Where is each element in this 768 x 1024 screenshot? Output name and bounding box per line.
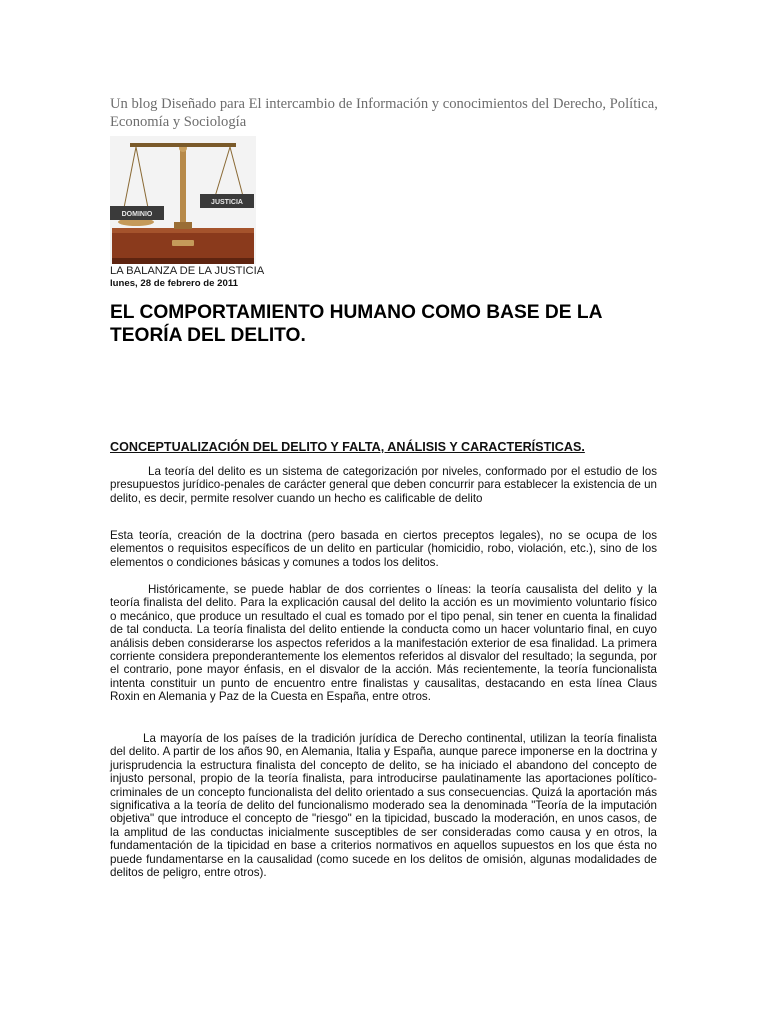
section-title: CONCEPTUALIZACIÓN DEL DELITO Y FALTA, ANÁLISIS Y CARACTERÍSTICAS. <box>110 440 585 454</box>
post-date: lunes, 28 de febrero de 2011 <box>110 278 238 289</box>
post-title: EL COMPORTAMIENTO HUMANO COMO BASE DE LA TEORÍA DEL DELITO. <box>110 302 602 346</box>
paragraph-doctrine: Esta teoría, creación de la doctrina (pero basada en ciertos preceptos legales), no se ocupa de los elementos o requisitos específicos de un delito en particular (homicidio, robo, violación, etc.), sino de los elementos o condiciones básicas y comunes a todos los delitos. <box>110 529 657 569</box>
paragraph-intro: La teoría del delito es un sistema de categorización por niveles, conformado por el estudio de los presupuestos jurídico-penales de carácter general que deben concurrir para establecer la existencia de un delito, es decir, permite resolver cuando un hecho es calificable de delito <box>110 465 657 505</box>
blog-tagline: Un blog Diseñado para El intercambio de Información y conocimientos del Derecho, Política, Economía y Sociología <box>110 96 658 130</box>
paragraph-history: Históricamente, se puede hablar de dos corrientes o líneas: la teoría causalista del delito y la teoría finalista del delito. Para la explicación causal del delito la acción es un movimiento voluntario físico o mecánico, que produce un resultado el cual es tomado por el tipo penal, sin tener en cuenta la finalidad de tal conducta. La teoría finalista del delito entiende la conducta como un hacer voluntario final, en cuyo análisis deben considerarse los aspectos referidos a la manifestación exterior de esa finalidad. La primera corriente considera preponderantemente los elementos referidos al disvalor del resultado; la segunda, por el contrario, pone mayor énfasis, en el disvalor de la acción. Más recientemente, la teoría funcionalista intenta constituir un punto de encuentro entre finalistas y causalitas, destacando en esta línea Claus Roxin en Alemania y Paz de la Cuesta en España, entre otros. <box>110 583 657 704</box>
image-caption: LA BALANZA DE LA JUSTICIA <box>110 265 265 277</box>
scales-of-justice-image <box>110 136 256 264</box>
justicia-label: JUSTICIA <box>211 199 243 206</box>
paragraph-finalist: La mayoría de los países de la tradición jurídica de Derecho continental, utilizan la teoría finalista del delito. A partir de los años 90, en Alemania, Italia y España, aunque parece imponerse en la doctrina y jurisprudencia la estructura finalista del concepto de delito, se ha iniciado el abandono del concepto de injusto personal, propio de la teoría finalista, para introducirse paulatinamente las aportaciones político-criminales de un concepto funcionalista del delito orientado a sus consecuencias. Quizá la aportación más significativa a la teoría de delito del funcionalismo moderado sea la denominada "Teoría de la imputación objetiva" que introduce el concepto de "riesgo" en la tipicidad, buscado la moderación, en unos casos, de la amplitud de las conductas inicialmente susceptibles de ser consideradas como causa y en otros, la fundamentación de la tipicidad en base a criterios normativos en aquellos supuestos en los que ésta no puede fundamentarse en la causalidad (como sucede en los delitos de omisión, algunas modalidades de delitos de peligro, entre otros). <box>110 732 657 880</box>
dominio-label: DOMINIO <box>121 211 153 218</box>
